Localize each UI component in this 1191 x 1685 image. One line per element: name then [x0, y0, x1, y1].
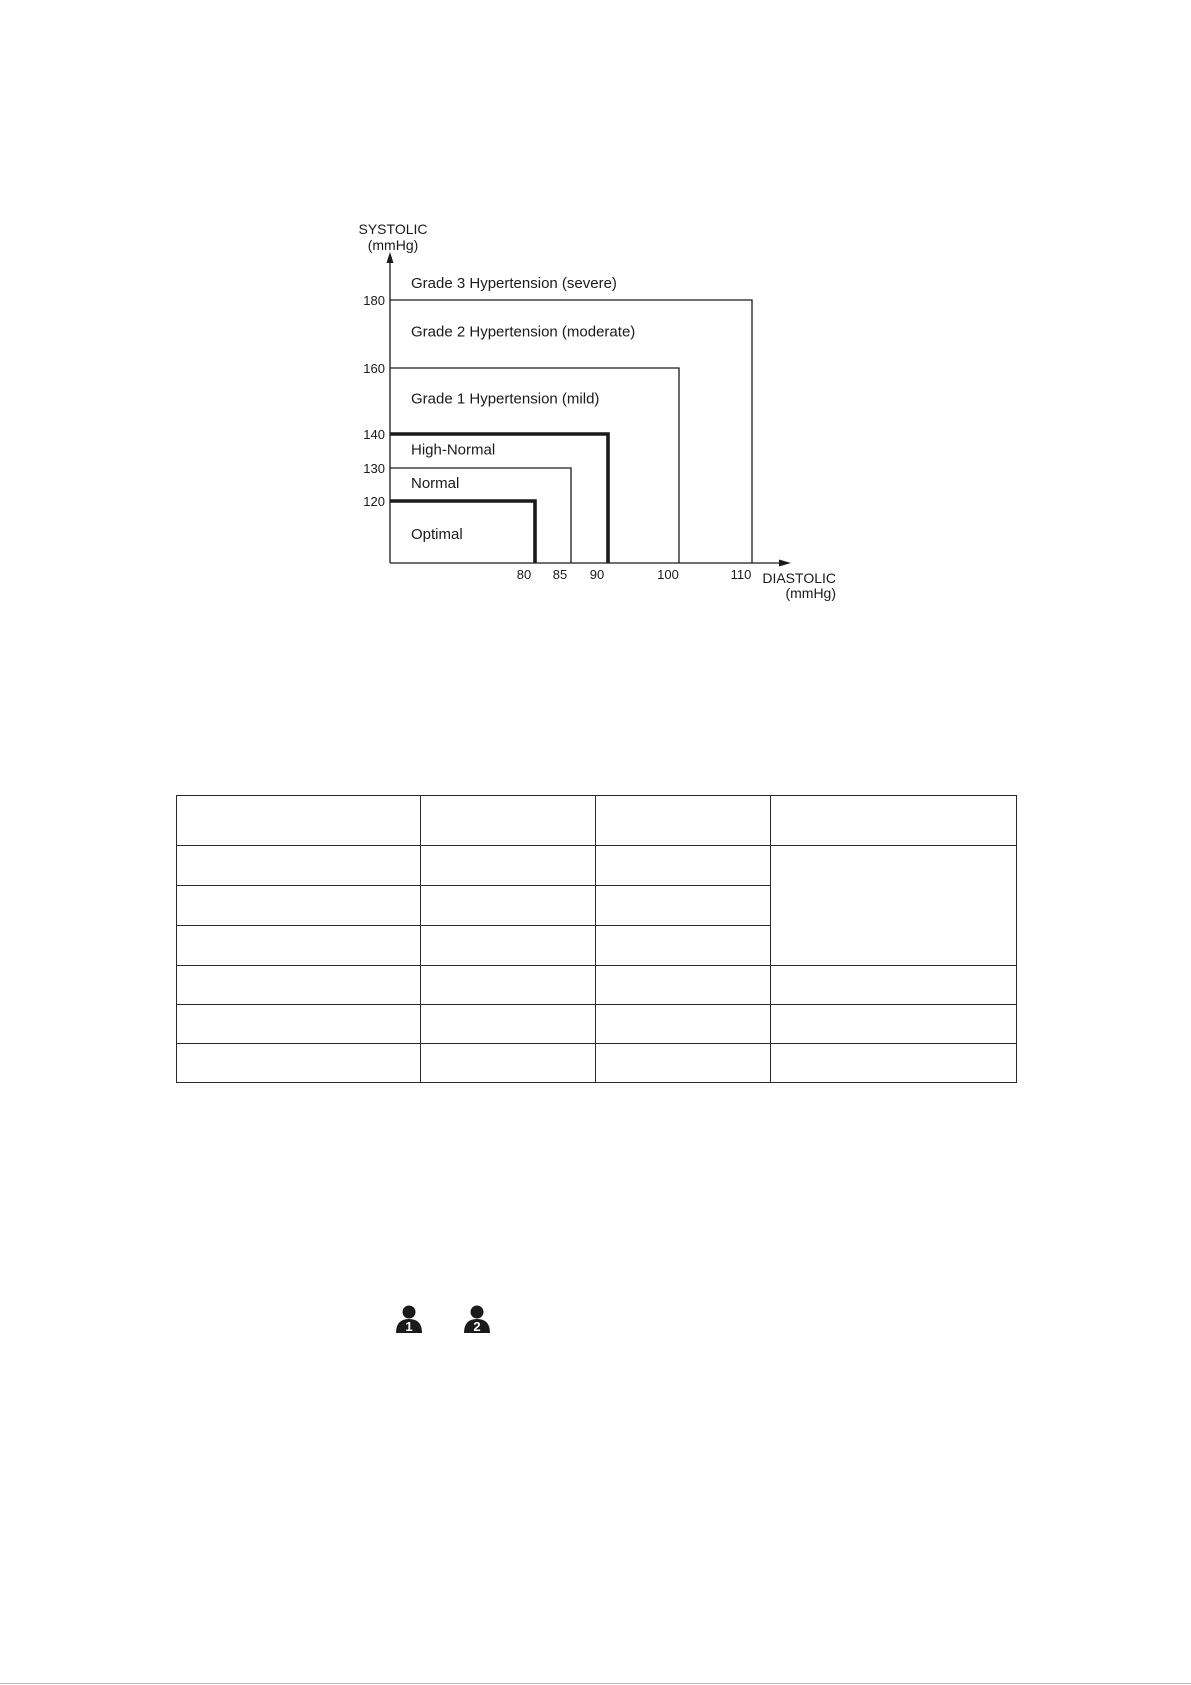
- user-1-number: 1: [405, 1319, 413, 1334]
- table-cell: [771, 796, 1017, 846]
- table-cell: [177, 966, 421, 1005]
- zone-label-2: High-Normal: [411, 441, 496, 459]
- table-row: [177, 1044, 1017, 1083]
- table-row: [177, 796, 1017, 846]
- table-cell: [177, 796, 421, 846]
- table-row: [177, 966, 1017, 1005]
- table-cell: [421, 886, 596, 926]
- x-tick-label: 100: [657, 567, 679, 582]
- user-2-icon: [462, 1304, 492, 1334]
- table-cell: [177, 926, 421, 966]
- y-axis-arrow: [387, 252, 394, 263]
- classification-table: [176, 795, 1017, 1083]
- zone-label-5: Grade 3 Hypertension (severe): [411, 275, 617, 292]
- y-tick-label: 160: [363, 361, 385, 376]
- table-cell: [421, 1005, 596, 1044]
- table-row: [177, 846, 1017, 886]
- table-row: [177, 1005, 1017, 1044]
- table-cell: [421, 966, 596, 1005]
- zone-label-0: Optimal: [411, 526, 463, 543]
- y-axis-unit: (mmHg): [367, 237, 419, 253]
- user-2-number: 2: [473, 1319, 481, 1334]
- table-cell: [596, 846, 771, 886]
- blood-pressure-classification-diagram: [0, 0, 1191, 640]
- table-cell: [771, 1044, 1017, 1083]
- y-tick-label: 180: [363, 293, 385, 308]
- table-cell: [596, 886, 771, 926]
- y-tick-label: 140: [363, 427, 385, 442]
- x-tick-label: 90: [589, 567, 605, 582]
- zone-label-4: Grade 2 Hypertension (moderate): [411, 323, 636, 341]
- table-cell: [771, 846, 1017, 966]
- table-cell: [177, 1005, 421, 1044]
- x-axis-title: DIASTOLIC: [762, 570, 836, 586]
- table-cell: [177, 1044, 421, 1083]
- x-tick-label: 80: [516, 567, 532, 582]
- x-axis-unit: (mmHg): [785, 585, 836, 601]
- table-cell: [596, 966, 771, 1005]
- page-bottom-rule: [0, 1683, 1191, 1684]
- y-axis-title: SYSTOLIC: [358, 221, 428, 237]
- table-cell: [421, 796, 596, 846]
- table-cell: [771, 966, 1017, 1005]
- user-1-icon: [394, 1304, 424, 1334]
- zone-label-3: Grade 1 Hypertension (mild): [411, 390, 600, 408]
- table-cell: [421, 846, 596, 886]
- table-cell: [596, 1005, 771, 1044]
- x-tick-labels: [517, 567, 752, 582]
- x-tick-label: 110: [730, 567, 752, 582]
- y-tick-label: 130: [363, 461, 385, 476]
- x-tick-label: 85: [552, 567, 568, 582]
- y-tick-label: 120: [363, 494, 385, 509]
- y-tick-labels: [363, 293, 385, 509]
- table-cell: [177, 886, 421, 926]
- table-cell: [177, 846, 421, 886]
- table-cell: [421, 1044, 596, 1083]
- table-cell: [596, 796, 771, 846]
- zone-label-1: Normal: [411, 475, 460, 493]
- table-cell: [421, 926, 596, 966]
- x-axis-arrow: [779, 560, 791, 567]
- table-cell: [596, 926, 771, 966]
- table-cell: [596, 1044, 771, 1083]
- table-cell: [771, 1005, 1017, 1044]
